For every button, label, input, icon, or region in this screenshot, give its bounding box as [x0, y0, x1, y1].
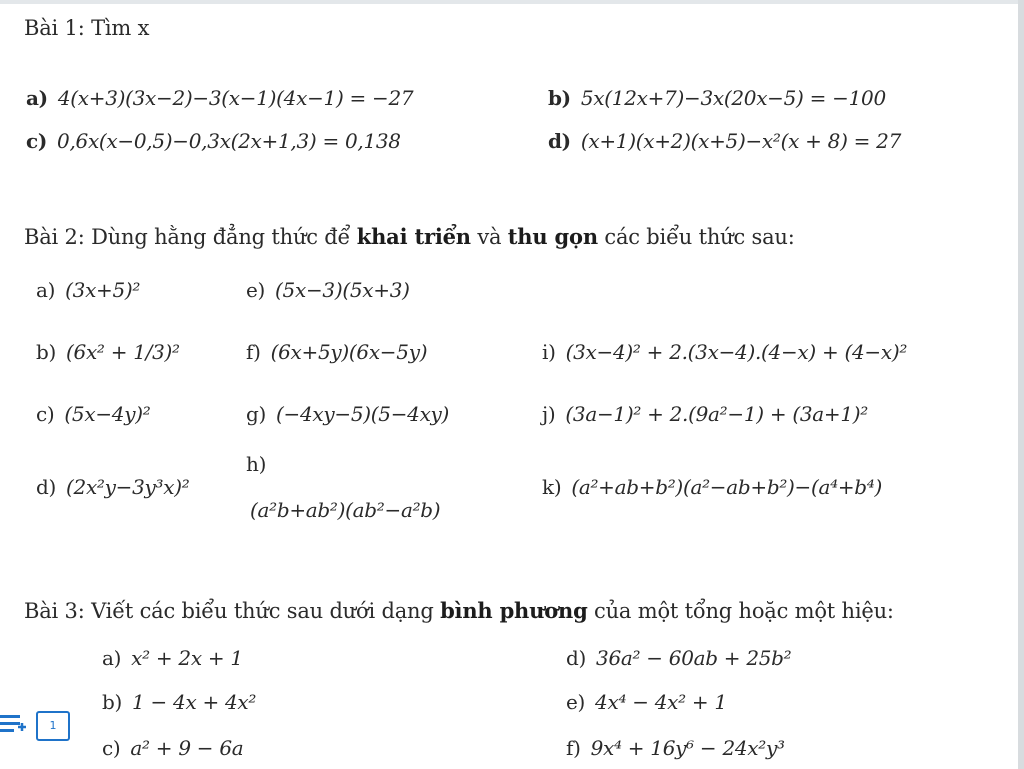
item-expression: (3a−1)² + 2.(9a²−1) + (3a+1)² — [565, 402, 868, 426]
bai2-item-i — [542, 340, 907, 364]
bai1-item-c — [26, 129, 401, 153]
right-edge — [1018, 0, 1024, 769]
page-indicator: 1 — [49, 719, 57, 732]
bai3-text-1: Viết các biểu thức sau dưới dạng — [91, 599, 434, 623]
item-expression: (−4xy−5)(5−4xy) — [276, 402, 450, 426]
bai3-item-d — [566, 646, 791, 670]
item-expression: (a²b+ab²)(ab²−a²b) — [250, 498, 441, 522]
top-edge — [0, 0, 1024, 4]
item-expression: (6x+5y)(6x−5y) — [270, 340, 428, 364]
item-label: d) — [566, 646, 587, 670]
bai3-text-2: của một tổng hoặc một hiệu: — [594, 599, 894, 623]
item-label: a) — [102, 646, 122, 670]
item-label: j) — [542, 402, 556, 426]
item-label: a) — [36, 278, 56, 302]
bai3-item-f — [566, 736, 785, 760]
bai2-item-d — [36, 475, 189, 499]
bai1-item-b — [548, 86, 886, 110]
item-label: a) — [26, 86, 48, 110]
bai2-bold-1: khai triển — [356, 224, 471, 249]
item-expression: (x+1)(x+2)(x+5)−x²(x + 8) = 27 — [580, 129, 902, 153]
item-expression: a² + 9 − 6a — [130, 736, 244, 760]
bai2-item-h — [246, 452, 276, 476]
item-expression: 5x(12x+7)−3x(20x−5) = −100 — [580, 86, 886, 110]
item-expression: (6x² + 1/3)² — [66, 340, 180, 364]
item-expression: (a²+ab+b²)(a²−ab+b²)−(a⁴+b⁴) — [571, 475, 883, 499]
item-label: f) — [246, 340, 261, 364]
item-label: h) — [246, 452, 267, 476]
bai2-item-b — [36, 340, 180, 364]
bai2-item-k — [542, 475, 882, 499]
bai1-number: Bài 1: — [24, 16, 85, 40]
item-expression: 4(x+3)(3x−2)−3(x−1)(4x−1) = −27 — [57, 86, 414, 110]
bai3-heading — [24, 598, 894, 623]
item-expression: (3x+5)² — [65, 278, 141, 302]
item-label: k) — [542, 475, 562, 499]
item-expression: x² + 2x + 1 — [131, 646, 243, 670]
list-icon[interactable] — [0, 711, 28, 739]
bai2-item-e — [246, 278, 410, 302]
item-expression: (3x−4)² + 2.(3x−4).(4−x) + (4−x)² — [565, 340, 908, 364]
bai2-item-f — [246, 340, 427, 364]
item-label: e) — [566, 690, 586, 714]
bai3-bold-1: bình phương — [440, 598, 588, 623]
item-label: c) — [36, 402, 55, 426]
item-expression: 36a² − 60ab + 25b² — [596, 646, 792, 670]
bai1-heading — [24, 16, 149, 40]
bai2-number: Bài 2: — [24, 225, 85, 249]
item-label: b) — [102, 690, 123, 714]
bai2-bold-2: thu gọn — [507, 224, 598, 249]
bai2-text-1: Dùng hằng đẳng thức để — [91, 225, 351, 249]
item-label: c) — [102, 736, 121, 760]
item-expression: (5x−4y)² — [64, 402, 151, 426]
item-label: f) — [566, 736, 581, 760]
bai2-text-2: và — [477, 225, 502, 249]
bai3-item-a — [102, 646, 243, 670]
bai3-item-b — [102, 690, 256, 714]
item-expression: 0,6x(x−0,5)−0,3x(2x+1,3) = 0,138 — [57, 129, 401, 153]
page-icon[interactable] — [36, 711, 70, 741]
bai2-item-j — [542, 402, 868, 426]
bai1-item-d — [548, 129, 901, 153]
bai1-item-a — [26, 86, 413, 110]
item-label: b) — [36, 340, 57, 364]
item-expression: 1 − 4x + 4x² — [132, 690, 257, 714]
bai2-item-a — [36, 278, 140, 302]
bai1-title: Tìm x — [91, 16, 150, 40]
bai3-item-c — [102, 736, 243, 760]
item-expression: 9x⁴ + 16y⁶ − 24x²y³ — [590, 736, 785, 760]
item-label: c) — [26, 129, 48, 153]
bai2-text-3: các biểu thức sau: — [604, 225, 795, 249]
bai3-number: Bài 3: — [24, 599, 85, 623]
item-label: d) — [36, 475, 57, 499]
item-label: g) — [246, 402, 267, 426]
item-label: e) — [246, 278, 266, 302]
item-expression: (5x−3)(5x+3) — [275, 278, 410, 302]
item-label: i) — [542, 340, 556, 364]
item-label: d) — [548, 129, 571, 153]
bai3-item-e — [566, 690, 727, 714]
item-expression: 4x⁴ − 4x² + 1 — [595, 690, 727, 714]
bai2-heading — [24, 224, 795, 249]
item-label: b) — [548, 86, 571, 110]
item-expression: (2x²y−3y³x)² — [66, 475, 190, 499]
bai2-item-g — [246, 402, 449, 426]
bai2-item-c — [36, 402, 150, 426]
bai2-item-h-expression — [250, 498, 440, 522]
